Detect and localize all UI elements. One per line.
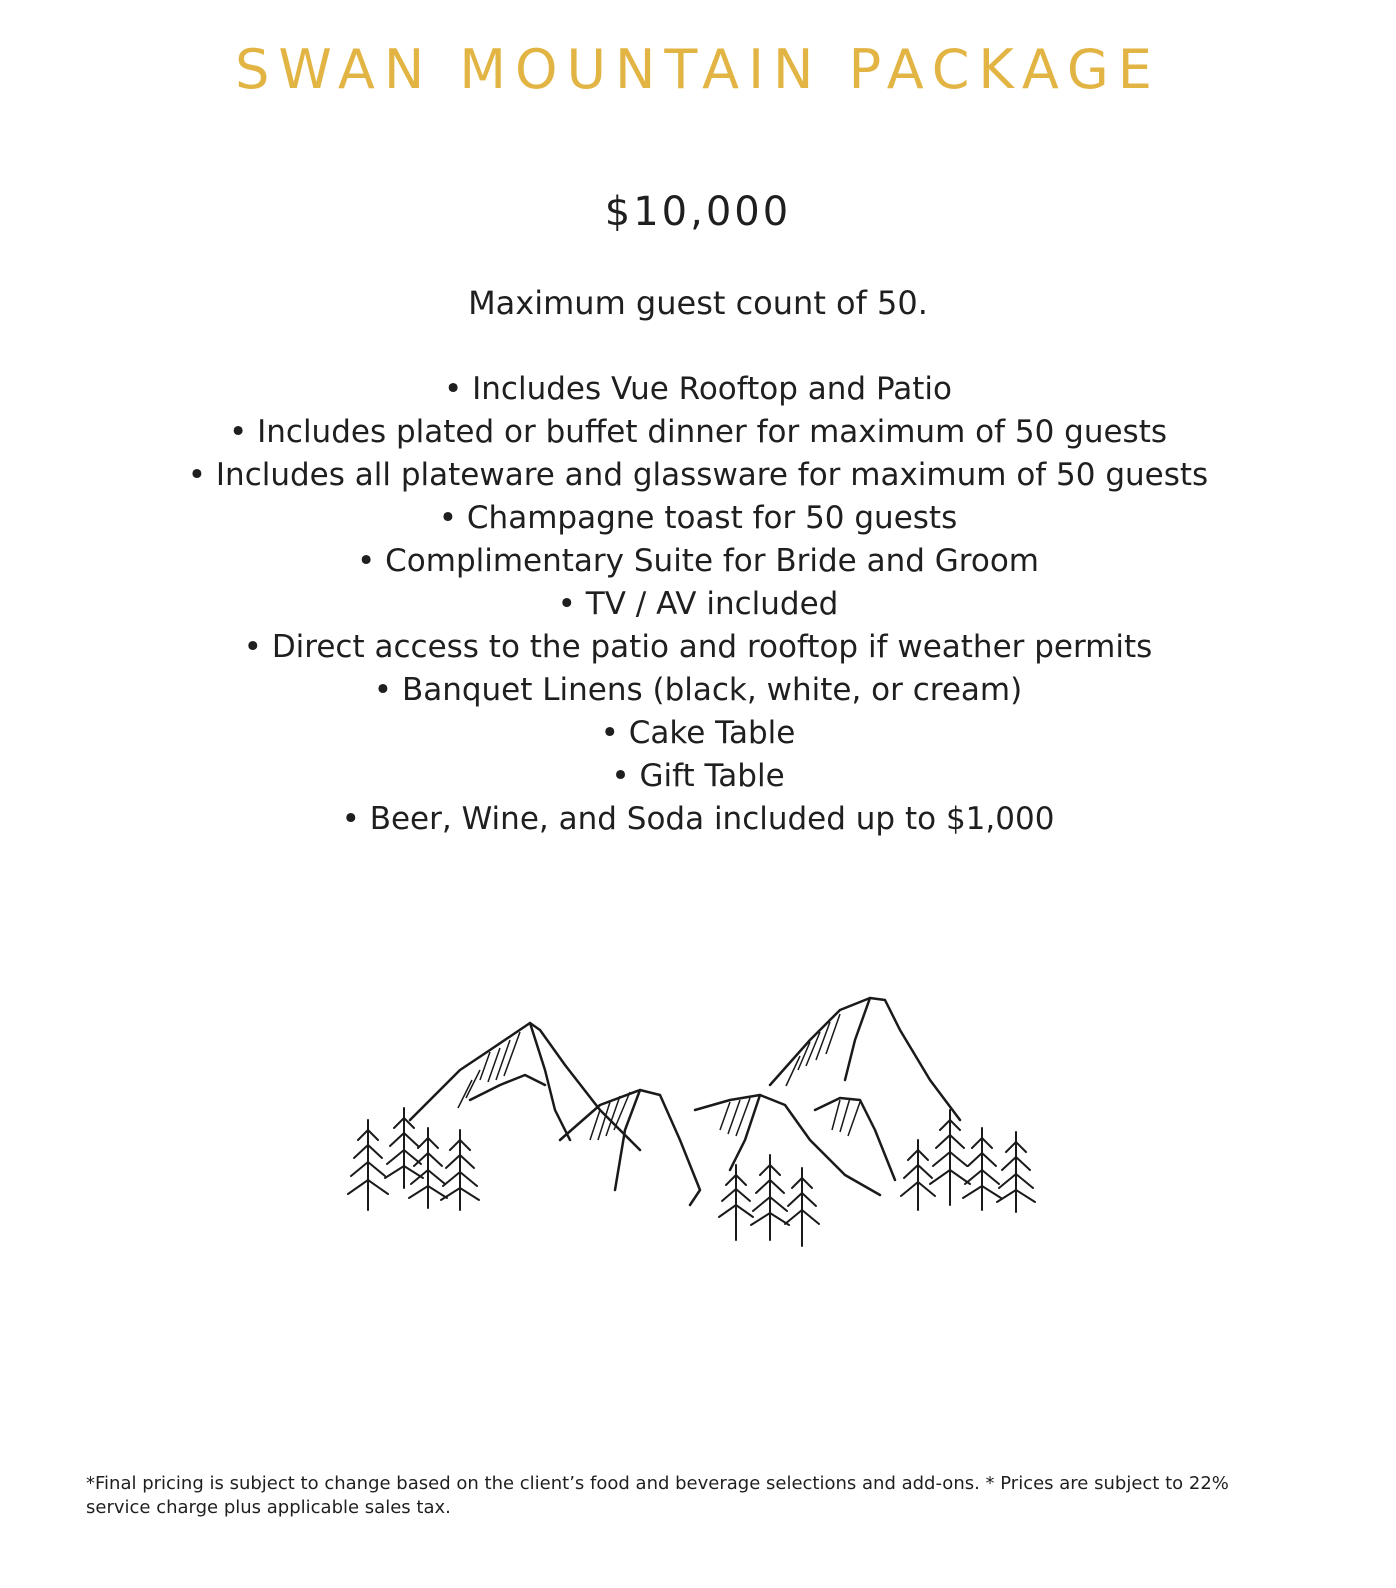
list-item: • Cake Table xyxy=(0,712,1396,755)
list-item: • Beer, Wine, and Soda included up to $1,000 xyxy=(0,798,1396,841)
list-item: • Includes plated or buffet dinner for maximum of 50 guests xyxy=(0,411,1396,454)
list-item: • Banquet Linens (black, white, or cream) xyxy=(0,669,1396,712)
mountains-and-pine-trees-icon xyxy=(340,990,1040,1250)
package-title: SWAN MOUNTAIN PACKAGE xyxy=(235,38,1161,101)
list-item: • Champagne toast for 50 guests xyxy=(0,497,1396,540)
list-item: • Direct access to the patio and rooftop if weather permits xyxy=(0,626,1396,669)
list-item: • Includes Vue Rooftop and Patio xyxy=(0,368,1396,411)
package-price: $10,000 xyxy=(604,189,792,235)
pricing-footnote: *Final pricing is subject to change based on the client’s food and beverage selections and add-ons. * Prices are subject to 22% service charge plus applicable sales tax. xyxy=(86,1473,1229,1518)
list-item: • Complimentary Suite for Bride and Groom xyxy=(0,540,1396,583)
list-item: • Includes all plateware and glassware for maximum of 50 guests xyxy=(0,454,1396,497)
list-item: • TV / AV included xyxy=(0,583,1396,626)
feature-list xyxy=(0,368,1396,841)
list-item: • Gift Table xyxy=(0,755,1396,798)
guest-count: Maximum guest count of 50. xyxy=(468,284,928,322)
